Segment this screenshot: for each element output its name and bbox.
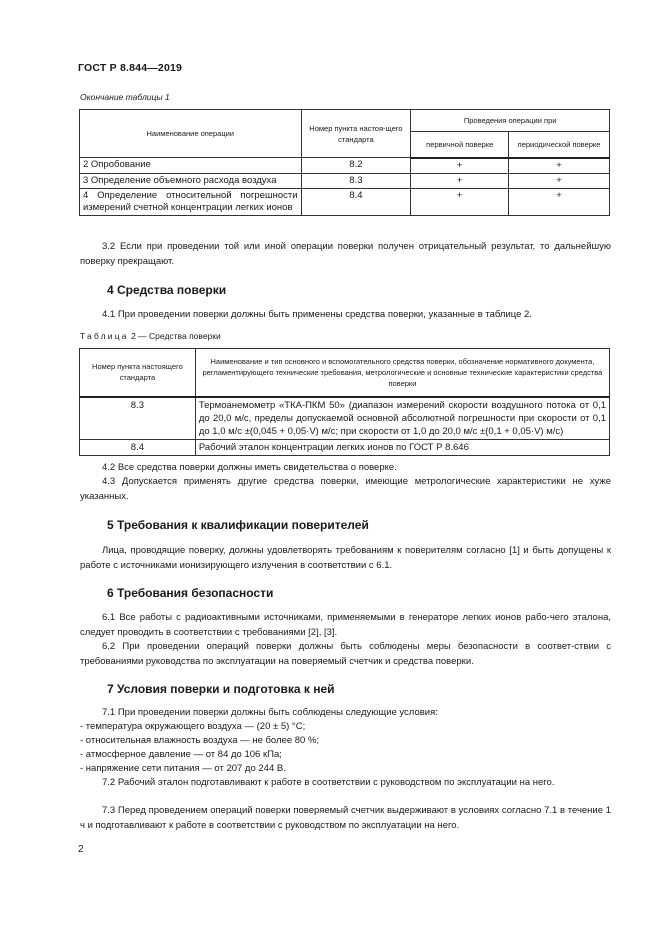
tool-point: 8.4: [80, 439, 196, 455]
operation-periodic: +: [509, 158, 610, 174]
col-header-group: Проведения операции при: [411, 110, 610, 132]
paragraph-7-2: 7.2 Рабочий эталон подготавливают к работе в соответствии с руководством по эксплуатации на него.: [102, 777, 555, 788]
section-7-title: 7 Условия поверки и подготовка к ней: [107, 682, 335, 696]
condition-humidity: - относительная влажность воздуха — не более 80 %;: [80, 735, 320, 746]
document-header: ГОСТ Р 8.844—2019: [78, 62, 183, 74]
col-header-periodic: периодической поверке: [509, 132, 610, 158]
col-header-operation: Наименование операции: [80, 110, 302, 158]
operation-periodic: +: [509, 188, 610, 215]
condition-temperature: - температура окружающего воздуха — (20 ± 5) °С;: [80, 721, 306, 732]
paragraph-4-1: 4.1 При проведении поверки должны быть применены средства поверки, указанные в таблице 2.: [102, 309, 532, 320]
operation-name: 3 Определение объемного расхода воздуха: [80, 173, 302, 188]
paragraph-3-2: 3.2 Если при проведении той или иной операции поверки получен отрицательный результат, то дальнейшую поверку прекращают.: [80, 241, 611, 267]
condition-pressure: - атмосферное давление — от 84 до 106 кПа;: [80, 749, 282, 760]
table-row: [80, 188, 610, 215]
section-5-title: 5 Требования к квалификации поверителей: [107, 518, 369, 532]
tool-point: 8.3: [80, 397, 196, 440]
operations-table: [79, 109, 610, 216]
operation-point: 8.2: [301, 158, 411, 174]
tool-description: Термоанемометр «ТКА-ПКМ 50» (диапазон измерений скорости воздушного потока от 0,1 до 20,0 м/с, пределы допускаемой основной абсолютной погрешности при скорости от 0,1 до 1,0 м/с ±(0,045 + 0,05·V) м/с; при скорости от 1,0 до 20,0 м/с ±(0,1 + 0,05·V) м/с): [195, 397, 609, 440]
paragraph-5: Лица, проводящие поверку, должны удовлетворять требованиям к поверителям согласно [1] и быть допущены к работе с источниками ионизирующего излучения в соответствии с 6.1.: [80, 545, 611, 571]
table-row: [80, 397, 610, 440]
col-header-point: Номер пункта настоя-щего стандарта: [301, 110, 411, 158]
paragraph-4-3: 4.3 Допускается применять другие средства поверки, имеющие метрологические характеристики не хуже указанных.: [80, 476, 611, 502]
col-header-point: Номер пункта настоящего стандарта: [80, 349, 196, 397]
col-header-primary: первичной поверке: [411, 132, 509, 158]
col-header-description: Наименование и тип основного и вспомогательного средства поверки, обозначение нормативного документа, регламентирующего технические требования, метрологические и основные технические характеристики средства поверки: [195, 349, 609, 397]
paragraph-7-1: 7.1 При проведении поверки должны быть соблюдены следующие условия:: [102, 707, 438, 718]
table-row: [80, 173, 610, 188]
paragraph-7-3: 7.3 Перед проведением операций поверки поверяемый счетчик выдерживают в условиях согласно 7.1 в течение 1 ч и подготавливают к работе в соответствии с руководством по эксплуатации на него.: [80, 805, 611, 831]
page-number: 2: [78, 844, 84, 855]
operation-point: 8.4: [301, 188, 411, 215]
condition-voltage: - напряжение сети питания — от 207 до 244 В.: [80, 763, 286, 774]
paragraph-6-2: 6.2 При проведении операций поверки должны быть соблюдены меры безопасности в соответ-ствии с требованиями руководства по эксплуатации на поверяемый счетчик и средства поверки.: [80, 641, 611, 667]
operation-primary: +: [411, 188, 509, 215]
table-row: [80, 158, 610, 174]
operation-primary: +: [411, 173, 509, 188]
section-4-title: 4 Средства поверки: [107, 283, 227, 297]
operation-point: 8.3: [301, 173, 411, 188]
paragraph-6-1: 6.1 Все работы с радиоактивными источниками, применяемыми в генераторе легких ионов рабо-чего эталона, следует проводить в соответствии с требованиями [2], [3].: [80, 612, 611, 638]
paragraph-4-2: 4.2 Все средства поверки должны иметь свидетельства о поверке.: [102, 462, 397, 473]
table1-caption: Окончание таблицы 1: [80, 92, 170, 102]
tool-description: Рабочий эталон концентрации легких ионов по ГОСТ Р 8.646: [195, 439, 609, 455]
operation-name: 2 Опробование: [80, 158, 302, 174]
tools-table: [79, 348, 610, 456]
operation-periodic: +: [509, 173, 610, 188]
section-6-title: 6 Требования безопасности: [107, 586, 274, 600]
table-row: [80, 439, 610, 455]
table2-caption: Таблица 2 — Средства поверки: [80, 331, 221, 341]
operation-primary: +: [411, 158, 509, 174]
operation-name: 4 Определение относительной погрешности измерений счетной концентрации легких ионов: [80, 188, 302, 215]
